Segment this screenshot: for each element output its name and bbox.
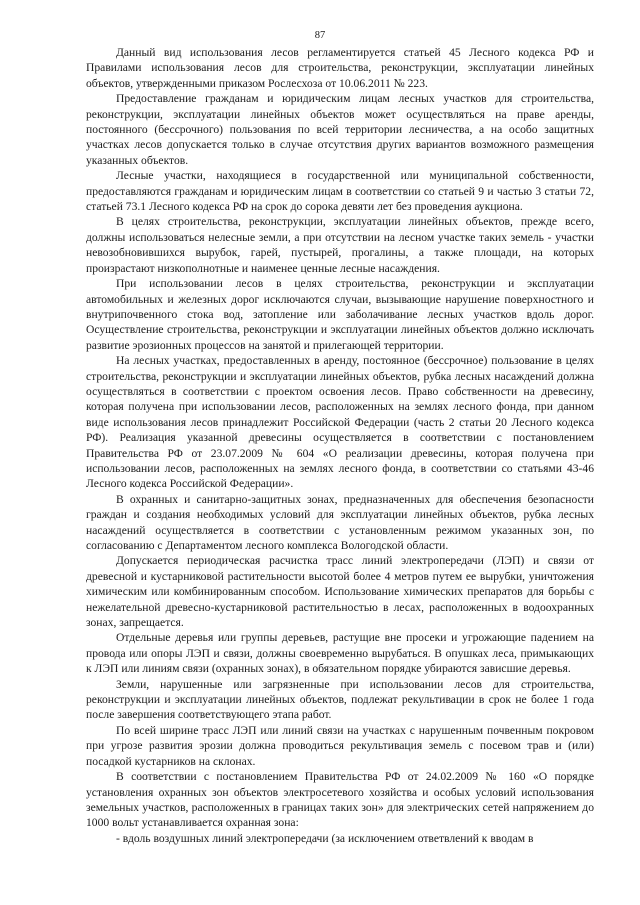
paragraph-protection-zones: В охранных и санитарно-защитных зонах, предназначенных для обеспечения безопасности граждан и создания необходимых условий для эксплуатации линейных объектов, рубка лесных насаждений осуществляется в соответствии с установленным режимом указанных зон, по согласованию с Департаментом лесного комплекса Вологодской области. <box>86 492 594 552</box>
paragraph-non-forest-lands: В целях строительства, реконструкции, эксплуатации линейных объектов, прежде всего, должны использоваться нелесные земли, а при отсутствии на лесном участке таких земель - участки невозобновившихся вырубок, гарей, пустырей, прогалины, а также площади, на которых произрастают низкополнотные и наименее ценные лесные насаждения. <box>86 215 594 275</box>
paragraph-leased-plots: На лесных участках, предоставленных в аренду, постоянное (бессрочное) пользование в целях строительства, реконструкции и эксплуатации линейных объектов, рубка лесных насаждений должна осуществляться в соответствии с проектом освоения лесов. Право собственности на древесину, которая получена при использовании лесов, расположенных на землях лесного фонда, при данном виде использования лесов принадлежит Российской Федерации (часть 2 статьи 20 Лесного кодекса РФ). Реализация указанной древесины осуществляется в соответствии с постановлением Правительства РФ от 23.07.2009 № 604 «О реализации древесины, которая получена при использовании лесов, расположенных на землях лесного фонда, в соответствии со статьями 43-46 Лесного кодекса Российской Федерации». <box>86 354 594 491</box>
paragraph-provision-of-plots: Предоставление гражданам и юридическим лицам лесных участков для строительства, реконструкции, эксплуатации линейных объектов может осуществляться на праве аренды, постоянного (бессрочного) пользования по всей территории лесничества, а на особо защитных участках лесов допускается только в случае отсутствия других вариантов возможного размещения указанных объектов. <box>86 92 594 167</box>
paragraph-route-clearing: Допускается периодическая расчистка трасс линий электропередачи (ЛЭП) и связи от древесной и кустарниковой растительности высотой более 4 метров путем ее вырубки, уничтожения химическим или комбинированным способом. Использование химических препаратов для борьбы с нежелательной древесно-кустарниковой растительностью в лесах, расположенных в водоохранных зонах, запрещается. <box>86 554 594 630</box>
body-text <box>86 45 594 846</box>
page-number: 87 <box>314 30 326 41</box>
paragraph-erosion: По всей ширине трасс ЛЭП или линий связи на участках с нарушенным почвенным покровом при угрозе развития эрозии должна проводиться рекультивация земель с посевом трав и (или) посадкой кустарников на склонах. <box>86 723 594 768</box>
paragraph-dangerous-trees: Отдельные деревья или группы деревьев, растущие вне просеки и угрожающие падением на провода или опоры ЛЭП и связи, должны своевременно вырубаться. В опушках леса, примыкающих к ЛЭП или линиям связи (охранных зонах), в обязательном порядке убираются зависшие деревья. <box>86 631 594 676</box>
list-item-overhead-lines: - вдоль воздушных линий электропередачи (за исключением ответвлений к вводам в <box>116 831 534 845</box>
paragraph-roads: При использовании лесов в целях строительства, реконструкции и эксплуатации автомобильных и железных дорог исключаются случаи, вызывающие нарушение поверхностного и внутрипочвенного стока вод, затопление или заболачивание лесных участков вдоль дорог. Осуществление строительства, реконструкции и эксплуатации линейных объектов должно исключать развитие эрозионных процессов на занятой и прилегающей территории. <box>86 277 594 352</box>
paragraph-ownership: Лесные участки, находящиеся в государственной или муниципальной собственности, предоставляются гражданам и юридическим лицам в соответствии со статьей 9 и частью 3 статьи 72, статьей 73.1 Лесного кодекса РФ на срок до сорока девяти лет без проведения аукциона. <box>86 169 594 214</box>
paragraph-recultivation: Земли, нарушенные или загрязненные при использовании лесов для строительства, реконструкции и эксплуатации линейных объектов, подлежат рекультивации в срок не более 1 года после завершения соответствующего этапа работ. <box>86 677 594 722</box>
paragraph-decree-160: В соответствии с постановлением Правительства РФ от 24.02.2009 № 160 «О порядке установления охранных зон объектов электросетевого хозяйства и особых условий использования земельных участков, расположенных в границах таких зон» для электрических сетей напряжением до 1000 вольт устанавливается охранная зона: <box>86 770 594 830</box>
paragraph-regulation: Данный вид использования лесов регламентируется статьей 45 Лесного кодекса РФ и Правилами использования лесов для строительства, реконструкции, эксплуатации линейных объектов, утвержденными приказом Рослесхоза от 10.06.2011 № 223. <box>86 46 594 90</box>
